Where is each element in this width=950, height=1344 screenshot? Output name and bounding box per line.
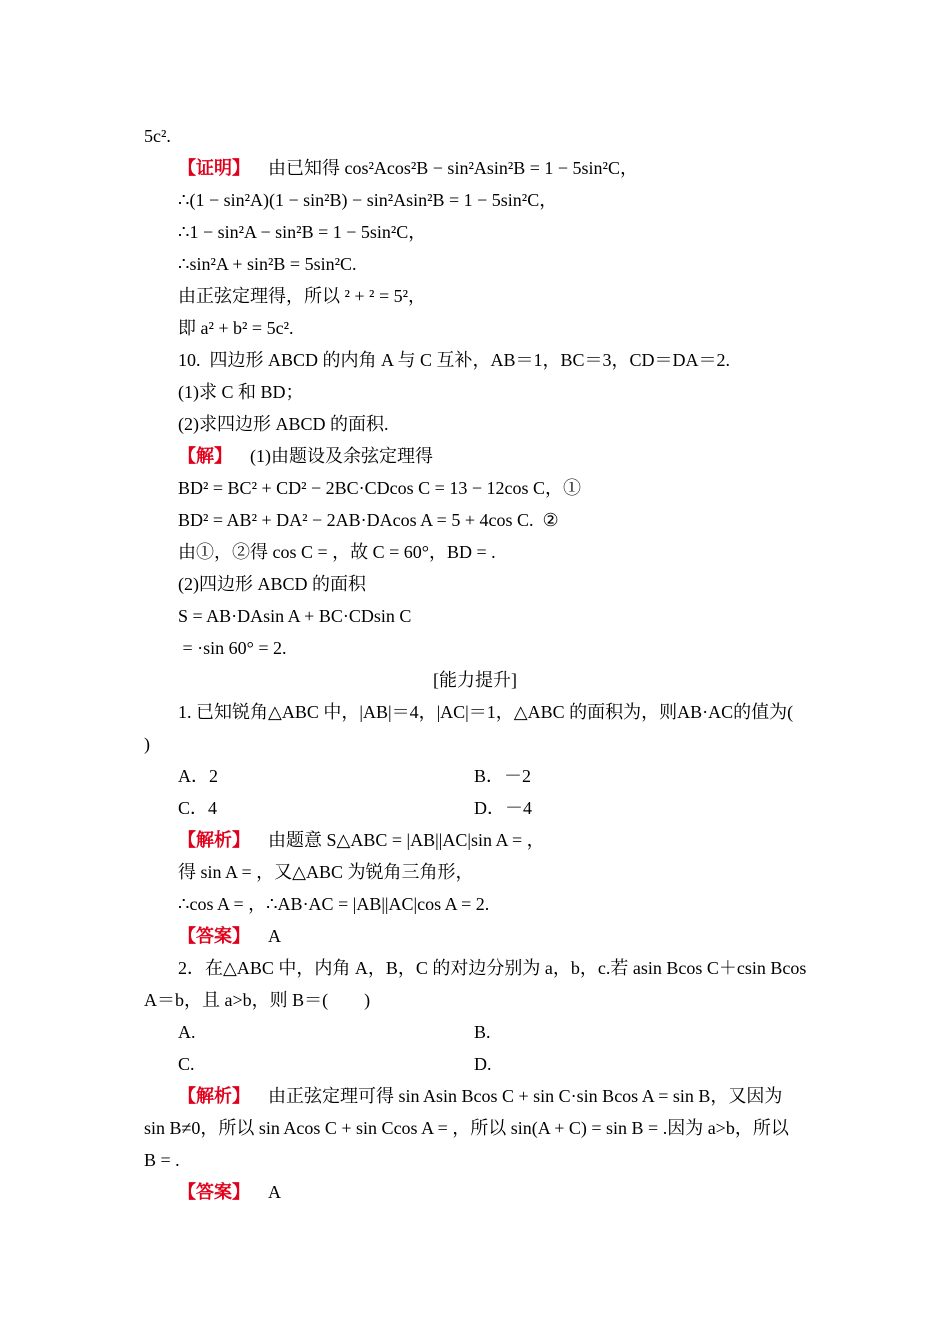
text-line: BD² = AB² + DA² − 2AB·DAcos A = 5 + 4cos C. ② [178,510,559,530]
text-line: ∴sin²A + sin²B = 5sin²C. [178,254,357,274]
text-line: ∴(1 − sin²A)(1 − sin²B) − sin²Asin²B = 1 − 5sin²C， [178,190,558,210]
analysis-tag: 【解析】 [178,830,250,850]
solution-line: 【解】 (1)由题设及余弦定理得 [178,446,433,466]
option-a: A. [178,1022,196,1042]
analysis-line: 【解析】 由题意 S△ABC = |AB||AC|sin A = ， [178,830,545,850]
question-10: 10. 四边形 ABCD 的内角 A 与 C 互补，AB＝1，BC＝3，CD＝DA＝2. [178,350,731,370]
text-line: BD² = BC² + CD² − 2BC·CDcos C = 13 − 12cos C，① [178,478,581,498]
text-line: 由正弦定理得，所以 ² + ² = 5²， [178,286,426,306]
text-line: ∴cos A = ，∴AB·AC = |AB||AC|cos A = 2. [178,894,490,914]
solution-tag: 【解】 [178,446,232,466]
option-c: C．4 [178,798,218,818]
text-line: B = . [144,1150,180,1170]
text-line: 得 sin A = ，又△ABC 为锐角三角形， [178,862,474,882]
question-1: 1. 已知锐角△ABC 中，|AB|＝4，|AC|＝1，△ABC 的面积为，则AB·AC的值为( [178,702,794,722]
answer-tag: 【答案】 [178,926,250,946]
question-2: 2．在△ABC 中，内角 A，B，C 的对边分别为 a，b，c.若 asin Bcos C＋csin Bcos [178,958,807,978]
option-d: D．－4 [474,798,532,818]
text-line: 5c². [144,126,171,146]
analysis-line: 【解析】 由正弦定理可得 sin Asin Bcos C + sin C·sin Bcos A = sin B，又因为 [178,1086,783,1106]
text-line: 即 a² + b² = 5c². [178,318,294,338]
answer-line: 【答案】 A [178,926,281,946]
text-line: = ·sin 60° = 2. [178,638,287,658]
analysis-tag: 【解析】 [178,1086,250,1106]
option-d: D. [474,1054,492,1074]
answer-tag: 【答案】 [178,1182,250,1202]
answer-line: 【答案】 A [178,1182,281,1202]
option-c: C. [178,1054,195,1074]
text-line: (2)四边形 ABCD 的面积 [178,574,366,594]
text-line: (2)求四边形 ABCD 的面积. [178,414,389,434]
section-heading: [能力提升] [433,670,517,690]
text-line: ∴1 − sin²A − sin²B = 1 − 5sin²C， [178,222,427,242]
option-b: B. [474,1022,491,1042]
text-line: sin B≠0，所以 sin Acos C + sin Ccos A = ，所以 sin(A + C) = sin B = .因为 a>b，所以 [144,1118,789,1138]
text-line: (1)求 C 和 BD； [178,382,304,402]
text-line: S = AB·DAsin A + BC·CDsin C [178,606,412,626]
text-line: 由①，②得 cos C = ，故 C = 60°，BD = . [178,542,496,562]
option-a: A．2 [178,766,218,786]
text-line: A＝b，且 a>b，则 B＝( ) [144,990,371,1010]
text-line: ) [144,734,150,754]
proof-line: 【证明】 由已知得 cos²Acos²B − sin²Asin²B = 1 − 5sin²C， [178,158,638,178]
option-b: B．－2 [474,766,532,786]
proof-tag: 【证明】 [178,158,250,178]
